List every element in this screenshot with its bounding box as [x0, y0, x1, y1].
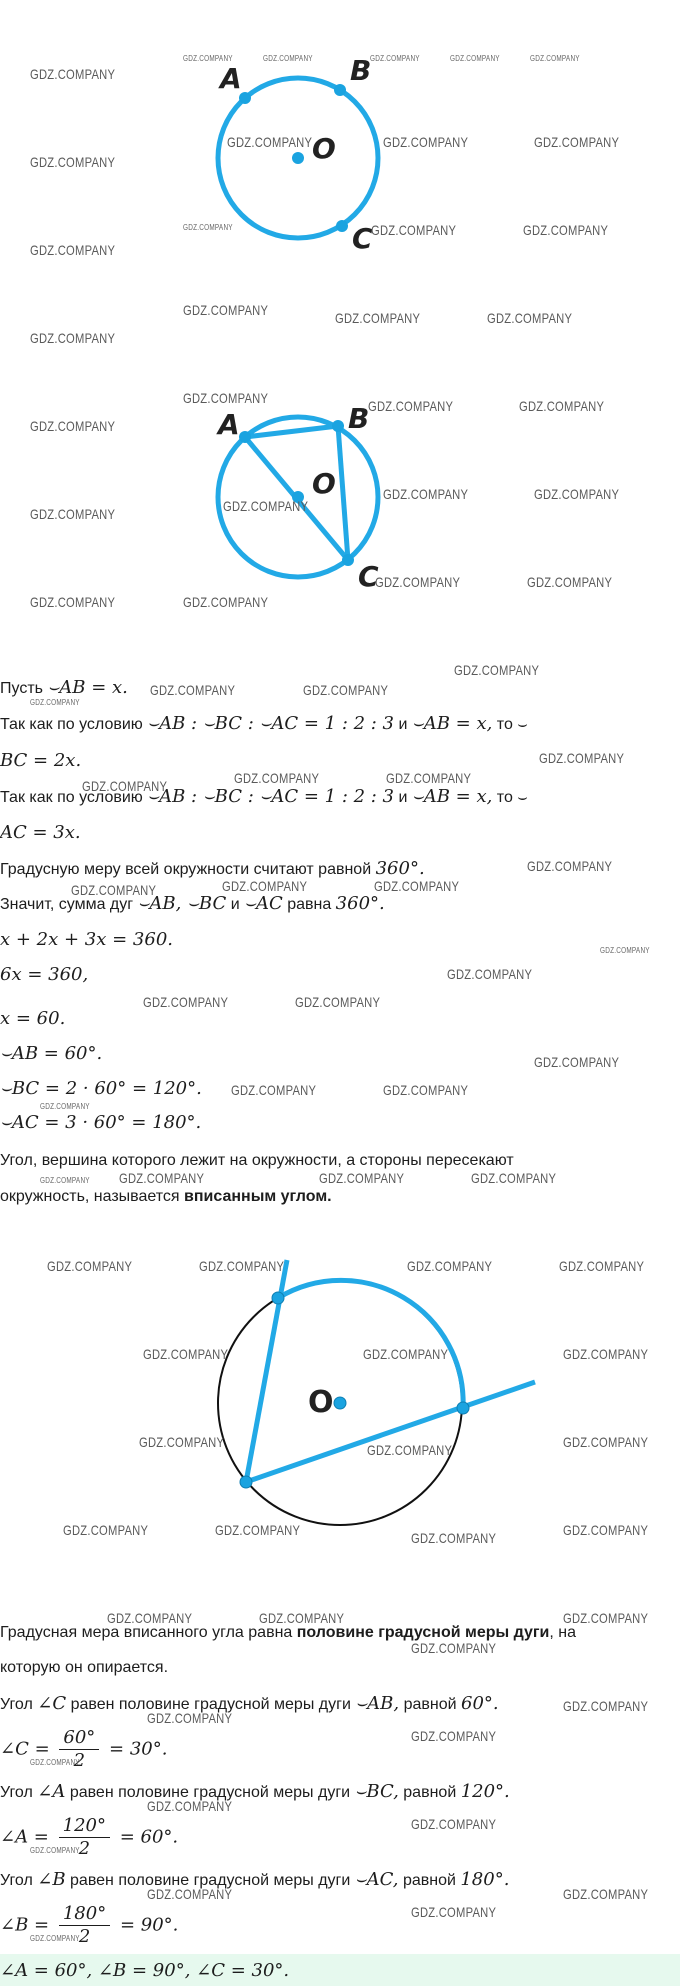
point-b: [334, 84, 346, 96]
watermark: GDZ.COMPANY: [63, 1522, 149, 1538]
watermark: GDZ.COMPANY: [319, 1170, 405, 1186]
definition-line-1: Угол, вершина которого лежит на окружности, а стороны пересекают: [0, 1152, 514, 1169]
watermark: GDZ.COMPANY: [30, 594, 116, 610]
watermark: GDZ.COMPANY: [30, 1846, 80, 1855]
angle-a-calc: [0, 1815, 178, 1860]
solution-line-3: [0, 750, 81, 773]
watermark: GDZ.COMPANY: [519, 398, 605, 414]
text: равен половине градусной меры дуги: [70, 1872, 351, 1889]
watermark: GDZ.COMPANY: [411, 1816, 497, 1832]
label-c: C: [358, 560, 379, 593]
watermark: GDZ.COMPANY: [563, 1886, 649, 1902]
math: 360°.: [335, 893, 385, 914]
solution-line-2: [0, 713, 528, 736]
watermark: GDZ.COMPANY: [534, 134, 620, 150]
text: равен половине градусной меры дуги: [69, 1784, 351, 1801]
watermark: GDZ.COMPANY: [370, 54, 420, 63]
watermark: GDZ.COMPANY: [107, 1610, 193, 1626]
label-o: O: [312, 467, 336, 500]
watermark: GDZ.COMPANY: [411, 1728, 497, 1744]
watermark: GDZ.COMPANY: [259, 1610, 345, 1626]
rhs: = 30°.: [109, 1738, 168, 1760]
term-half-arc: половине градусной меры дуги: [296, 1624, 550, 1641]
label-o: O: [312, 132, 336, 165]
point-a: [239, 431, 251, 443]
solution-line-10: x = 60.: [0, 1008, 66, 1029]
math: 360°.: [375, 858, 425, 879]
denominator: 2: [78, 1838, 91, 1859]
watermark: GDZ.COMPANY: [363, 1346, 449, 1362]
watermark: GDZ.COMPANY: [411, 1530, 497, 1546]
watermark: GDZ.COMPANY: [30, 330, 116, 346]
watermark: GDZ.COMPANY: [386, 770, 472, 786]
math: ∠B: [37, 1869, 66, 1890]
text: равна: [287, 896, 332, 913]
watermark: GDZ.COMPANY: [30, 506, 116, 522]
watermark: GDZ.COMPANY: [30, 1934, 80, 1943]
watermark: GDZ.COMPANY: [530, 54, 580, 63]
math: ⌣BC,: [354, 1781, 399, 1802]
watermark: GDZ.COMPANY: [147, 1710, 233, 1726]
text: равной: [403, 1784, 457, 1801]
watermark: GDZ.COMPANY: [150, 682, 236, 698]
watermark: GDZ.COMPANY: [454, 662, 540, 678]
watermark: GDZ.COMPANY: [335, 310, 421, 326]
watermark: GDZ.COMPANY: [47, 1258, 133, 1274]
text: Градусная мера вписанного угла равна: [0, 1624, 293, 1641]
lhs: ∠C =: [0, 1738, 50, 1760]
watermark: GDZ.COMPANY: [563, 1346, 649, 1362]
watermark: GDZ.COMPANY: [383, 1082, 469, 1098]
angle-a-line: [0, 1781, 510, 1804]
watermark: GDZ.COMPANY: [368, 398, 454, 414]
vertex-point: [240, 1476, 252, 1488]
math: ∠A: [37, 1781, 66, 1802]
watermark: GDZ.COMPANY: [600, 946, 650, 955]
watermark: GDZ.COMPANY: [371, 222, 457, 238]
rhs: = 90°.: [119, 1914, 179, 1936]
text: Угол: [0, 1872, 33, 1889]
math: ⌣AB = x,: [411, 713, 493, 734]
watermark: GDZ.COMPANY: [143, 994, 229, 1010]
point-right: [457, 1402, 469, 1414]
text: и: [230, 896, 240, 913]
label-b: B: [350, 54, 372, 87]
solution-line-5: [0, 822, 81, 845]
watermark: GDZ.COMPANY: [199, 1258, 285, 1274]
text: Так как по условию: [0, 716, 143, 733]
label-b: B: [348, 402, 370, 435]
watermark: GDZ.COMPANY: [183, 54, 233, 63]
watermark: GDZ.COMPANY: [40, 1176, 90, 1185]
math: ⌣AB : ⌣BC : ⌣AC = 1 : 2 : 3: [147, 786, 395, 807]
denominator: 2: [73, 1750, 86, 1771]
watermark: GDZ.COMPANY: [223, 498, 309, 514]
watermark: GDZ.COMPANY: [383, 486, 469, 502]
watermark: GDZ.COMPANY: [450, 54, 500, 63]
watermark: GDZ.COMPANY: [147, 1798, 233, 1814]
text: равен половине градусной меры дуги: [70, 1696, 351, 1713]
watermark: GDZ.COMPANY: [411, 1640, 497, 1656]
watermark: GDZ.COMPANY: [374, 878, 460, 894]
point-upper: [272, 1292, 284, 1304]
answer-line: ∠A = 60°, ∠B = 90°, ∠C = 30°.: [0, 1960, 290, 1981]
text: Угол: [0, 1784, 33, 1801]
theorem-line-2: которую он опирается.: [0, 1659, 169, 1676]
point-c: [342, 554, 354, 566]
math: 60°.: [461, 1693, 499, 1714]
watermark: GDZ.COMPANY: [139, 1434, 225, 1450]
watermark: GDZ.COMPANY: [231, 1082, 317, 1098]
watermark: GDZ.COMPANY: [227, 134, 313, 150]
watermark: GDZ.COMPANY: [234, 770, 320, 786]
math: ⌣AB, ⌣BC: [137, 893, 227, 914]
watermark: GDZ.COMPANY: [527, 858, 613, 874]
term-inscribed-angle: вписанным углом.: [184, 1188, 332, 1205]
watermark: GDZ.COMPANY: [367, 1442, 453, 1458]
math: ⌣AB,: [355, 1693, 400, 1714]
label-o: O: [308, 1385, 334, 1420]
label-a: A: [218, 408, 240, 441]
text: Угол: [0, 1696, 33, 1713]
watermark: GDZ.COMPANY: [183, 302, 269, 318]
text: и: [398, 789, 408, 806]
watermark: GDZ.COMPANY: [71, 882, 157, 898]
watermark: GDZ.COMPANY: [183, 223, 233, 232]
watermark: GDZ.COMPANY: [30, 698, 80, 707]
angle-c-line: [0, 1693, 499, 1716]
text: то ⌣: [496, 789, 528, 806]
math: AC = 3x.: [0, 822, 81, 843]
solution-line-11: ⌣AB = 60°.: [0, 1043, 103, 1064]
arc-highlight: [278, 1280, 463, 1408]
solution-line-9: 6x = 360,: [0, 964, 89, 985]
math: 180°.: [460, 1869, 510, 1890]
angle-b-calc: [0, 1903, 178, 1948]
solution-line-12: ⌣BC = 2 · 60° = 120°.: [0, 1078, 202, 1099]
watermark: GDZ.COMPANY: [383, 134, 469, 150]
label-a: A: [220, 62, 242, 95]
label-c: C: [352, 222, 373, 250]
chord-bc: [338, 426, 348, 560]
watermark: GDZ.COMPANY: [407, 1258, 493, 1274]
watermark: GDZ.COMPANY: [527, 574, 613, 590]
watermark: GDZ.COMPANY: [375, 574, 461, 590]
watermark: GDZ.COMPANY: [82, 778, 168, 794]
text: и: [398, 716, 408, 733]
figure-3-inscribed-angle: [200, 1250, 540, 1550]
solution-line-4: [0, 786, 528, 809]
watermark: GDZ.COMPANY: [30, 418, 116, 434]
watermark: GDZ.COMPANY: [534, 486, 620, 502]
watermark: GDZ.COMPANY: [30, 1758, 80, 1767]
watermark: GDZ.COMPANY: [411, 1904, 497, 1920]
watermark: GDZ.COMPANY: [183, 390, 269, 406]
watermark: GDZ.COMPANY: [295, 994, 381, 1010]
watermark: GDZ.COMPANY: [30, 154, 116, 170]
solution-line-13: ⌣AC = 3 · 60° = 180°.: [0, 1112, 202, 1133]
angle-c-calc: [0, 1727, 167, 1772]
text: Значит, сумма дуг: [0, 896, 134, 913]
watermark: GDZ.COMPANY: [215, 1522, 301, 1538]
watermark: GDZ.COMPANY: [147, 1886, 233, 1902]
solution-line-7: [0, 893, 385, 916]
point-o: [292, 152, 304, 164]
watermark: GDZ.COMPANY: [559, 1258, 645, 1274]
watermark: GDZ.COMPANY: [222, 878, 308, 894]
solution-line-1: [0, 677, 128, 700]
watermark: GDZ.COMPANY: [563, 1610, 649, 1626]
math: ∠C: [37, 1693, 67, 1714]
definition-line-2: [0, 1186, 332, 1208]
lhs: ∠B =: [0, 1914, 50, 1936]
rhs: = 60°.: [119, 1826, 179, 1848]
numerator: 120°: [59, 1815, 110, 1838]
text: , на: [549, 1624, 576, 1641]
point-o: [334, 1397, 346, 1409]
solution-line-8: x + 2x + 3x = 360.: [0, 929, 174, 950]
text: равной: [403, 1696, 457, 1713]
math: 120°.: [460, 1781, 510, 1802]
math: ⌣AB : ⌣BC : ⌣AC = 1 : 2 : 3: [147, 713, 395, 734]
math: ⌣AC: [244, 893, 283, 914]
watermark: GDZ.COMPANY: [30, 242, 116, 258]
watermark: GDZ.COMPANY: [563, 1698, 649, 1714]
text: равной: [402, 1872, 456, 1889]
watermark: GDZ.COMPANY: [487, 310, 573, 326]
solution-line-6: [0, 858, 425, 881]
numerator: 180°: [59, 1903, 110, 1926]
math: ⌣AB = x,: [411, 786, 493, 807]
figure-2-circle-triangle: [190, 390, 410, 600]
watermark: GDZ.COMPANY: [143, 1346, 229, 1362]
math: ⌣AC,: [354, 1869, 399, 1890]
lhs: ∠A =: [0, 1826, 49, 1848]
math: ⌣AB = x.: [47, 677, 128, 698]
watermark: GDZ.COMPANY: [30, 66, 116, 82]
watermark: GDZ.COMPANY: [183, 594, 269, 610]
watermark: GDZ.COMPANY: [263, 54, 313, 63]
side-2: [246, 1382, 535, 1482]
watermark: GDZ.COMPANY: [471, 1170, 557, 1186]
point-b: [332, 420, 344, 432]
watermark: GDZ.COMPANY: [119, 1170, 205, 1186]
watermark: GDZ.COMPANY: [534, 1054, 620, 1070]
text: Так как по условию: [0, 789, 143, 806]
denominator: 2: [78, 1926, 91, 1947]
point-c: [336, 220, 348, 232]
text: то ⌣: [496, 716, 528, 733]
angle-b-line: [0, 1869, 509, 1892]
numerator: 60°: [59, 1727, 99, 1750]
math: BC = 2x.: [0, 750, 82, 771]
watermark: GDZ.COMPANY: [447, 966, 533, 982]
watermark: GDZ.COMPANY: [303, 682, 389, 698]
watermark: GDZ.COMPANY: [40, 1102, 90, 1111]
watermark: GDZ.COMPANY: [563, 1522, 649, 1538]
watermark: GDZ.COMPANY: [523, 222, 609, 238]
text: Пусть: [0, 680, 43, 697]
watermark: GDZ.COMPANY: [539, 750, 625, 766]
text: окружность, называется: [0, 1188, 180, 1205]
watermark: GDZ.COMPANY: [563, 1434, 649, 1450]
text: Градусную меру всей окружности считают равной: [0, 861, 372, 878]
